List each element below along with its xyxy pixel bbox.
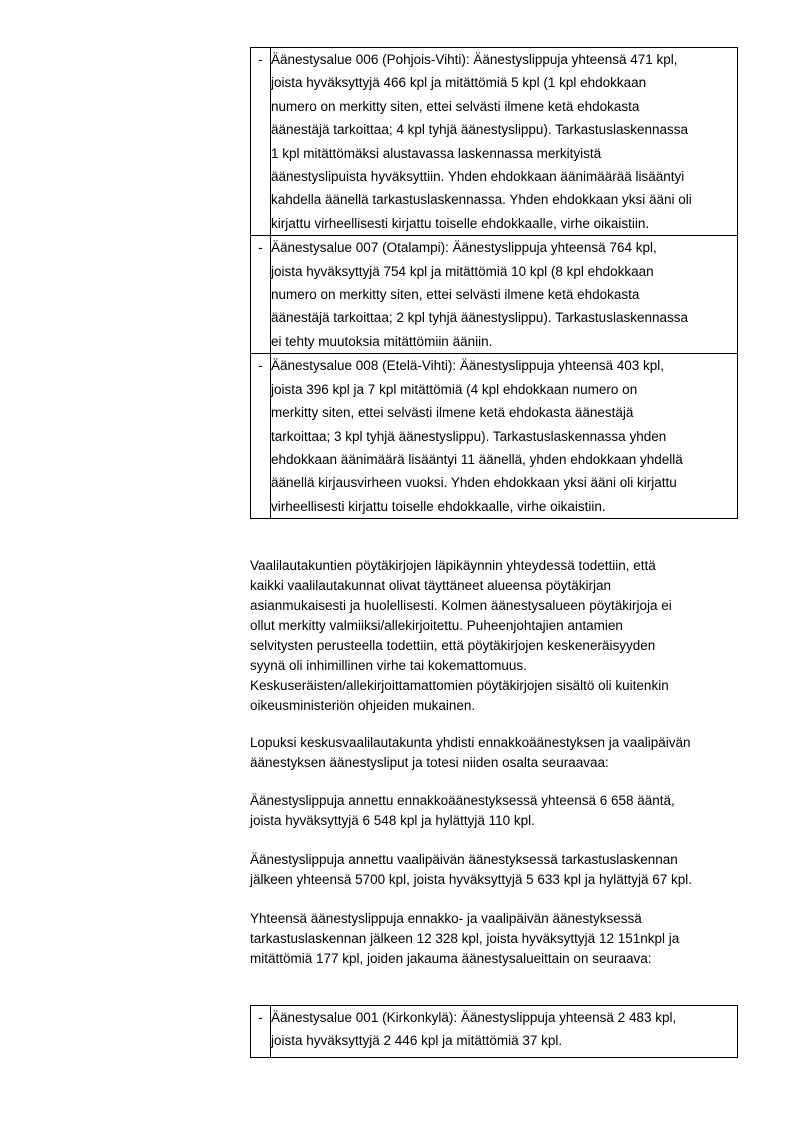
text-line: kaikki vaalilautakunnat olivat täyttäneet alueensa pöytäkirjan: [250, 578, 611, 593]
text-line: äänellä kirjausvirheen vuoksi. Yhden ehdokkaan yksi ääni oli kirjattu: [271, 475, 677, 491]
text-line: Äänestyslippuja annettu ennakkoäänestyksessä yhteensä 6 658 ääntä,: [250, 793, 675, 808]
text-line: selvitysten perusteella todettiin, että pöytäkirjojen keskeneräisyyden: [250, 638, 656, 653]
text-line: Lopuksi keskusvaalilautakunta yhdisti ennakkoäänestyksen ja vaalipäivän: [250, 735, 691, 750]
table-row-district-008: [251, 354, 738, 519]
text-line: tarkastuslaskennan jälkeen 12 328 kpl, joista hyväksyttyjä 12 151nkpl ja: [250, 931, 680, 946]
text-line: merkitty siten, ettei selvästi ilmene ketä ehdokasta äänestäjä: [271, 405, 634, 421]
text-line: Äänestysalue 006 (Pohjois-Vihti): Äänestyslippuja yhteensä 471 kpl,: [271, 52, 678, 67]
text-line: numero on merkitty siten, ettei selvästi ilmene ketä ehdokasta: [271, 98, 640, 114]
district-breakdown-table: [250, 1005, 738, 1058]
text-line: Yhteensä äänestyslippuja ennakko- ja vaalipäivän äänestyksessä: [250, 911, 642, 926]
text-line: numero on merkitty siten, ettei selvästi ilmene ketä ehdokasta: [271, 287, 640, 303]
text-line: joista 396 kpl ja 7 kpl mitättömiä (4 kpl ehdokkaan numero on: [271, 381, 638, 397]
row-bullet: -: [251, 236, 271, 354]
text-line: kahdella äänellä tarkastuslaskennassa. Yhden ehdokkaan yksi ääni oli: [271, 192, 692, 208]
paragraph-advance-voting: [250, 791, 742, 831]
table-row-district-007: [251, 236, 738, 354]
text-line: Äänestysalue 007 (Otalampi): Äänestyslippuja yhteensä 764 kpl,: [271, 240, 657, 256]
paragraph-total-ballots: [250, 909, 742, 969]
text-line: ei tehty muutoksia mitättömiin ääniin.: [271, 333, 493, 349]
text-line: joista hyväksyttyjä 466 kpl ja mitättömiä 5 kpl (1 kpl ehdokkaan: [271, 75, 647, 91]
table-row-district-001: [251, 1006, 738, 1058]
text-line: joista hyväksyttyjä 6 548 kpl ja hylättyjä 110 kpl.: [250, 813, 535, 828]
text-line: joista hyväksyttyjä 2 446 kpl ja mitättömiä 37 kpl.: [271, 1033, 563, 1049]
row-text: [271, 1006, 738, 1058]
text-line: asianmukaisesti ja huolellisesti. Kolmen äänestysalueen pöytäkirjoja ei: [250, 598, 672, 613]
text-line: äänestäjä tarkoittaa; 4 kpl tyhjä äänestyslippu). Tarkastuslaskennassa: [271, 122, 688, 138]
text-line: tarkoittaa; 3 kpl tyhjä äänestyslippu). Tarkastuslaskennassa yhden: [271, 428, 667, 444]
text-line: äänestyslipuista hyväksyttiin. Yhden ehdokkaan äänimäärää lisääntyi: [271, 169, 685, 185]
row-text: [271, 48, 738, 236]
text-line: Äänestyslippuja annettu vaalipäivän äänestyksessä tarkastuslaskennan: [250, 852, 678, 867]
row-text: [271, 236, 738, 354]
text-line: ehdokkaan äänimäärä lisääntyi 11 äänellä, yhden ehdokkaan yhdellä: [271, 451, 683, 467]
text-line: ollut merkitty valmiiksi/allekirjoitettu. Puheenjohtajien antamien: [250, 618, 623, 633]
row-bullet: -: [251, 354, 271, 519]
row-bullet: -: [251, 1006, 271, 1058]
text-line: äänestyksen äänestysliput ja totesi niiden osalta seuraavaa:: [250, 755, 609, 770]
paragraph-combined-ballots: [250, 733, 742, 773]
text-line: syynä oli inhimillinen virhe tai kokemattomuus.: [250, 658, 527, 673]
text-line: virheellisesti kirjattu toiselle ehdokkaalle, virhe oikaistiin.: [271, 498, 606, 514]
text-line: Äänestysalue 001 (Kirkonkylä): Äänestyslippuja yhteensä 2 483 kpl,: [271, 1010, 677, 1025]
text-line: oikeusministeriön ohjeiden mukainen.: [250, 698, 476, 713]
voting-district-table: [250, 47, 738, 519]
text-line: mitättömiä 177 kpl, joiden jakauma äänestysalueittain on seuraava:: [250, 951, 652, 966]
row-bullet: -: [251, 48, 271, 236]
paragraph-election-day-voting: [250, 850, 742, 890]
text-line: Äänestysalue 008 (Etelä-Vihti): Äänestyslippuja yhteensä 403 kpl,: [271, 358, 664, 374]
text-line: Keskuseräisten/allekirjoittamattomien pöytäkirjojen sisältö oli kuitenkin: [250, 678, 669, 693]
text-line: Vaalilautakuntien pöytäkirjojen läpikäynnin yhteydessä todettiin, että: [250, 558, 656, 573]
text-line: joista hyväksyttyjä 754 kpl ja mitättömiä 10 kpl (8 kpl ehdokkaan: [271, 263, 654, 279]
table-row-district-006: [251, 48, 738, 236]
paragraph-protocol-review: [250, 556, 742, 716]
text-line: äänestäjä tarkoittaa; 2 kpl tyhjä äänestyslippu). Tarkastuslaskennassa: [271, 310, 688, 326]
text-line: 1 kpl mitättömäksi alustavassa laskennassa merkityistä: [271, 145, 602, 161]
text-line: jälkeen yhteensä 5700 kpl, joista hyväksyttyjä 5 633 kpl ja hylättyjä 67 kpl.: [250, 872, 693, 887]
text-line: kirjattu virheellisesti kirjattu toiselle ehdokkaalle, virhe oikaistiin.: [271, 215, 650, 231]
row-text: [271, 354, 738, 519]
